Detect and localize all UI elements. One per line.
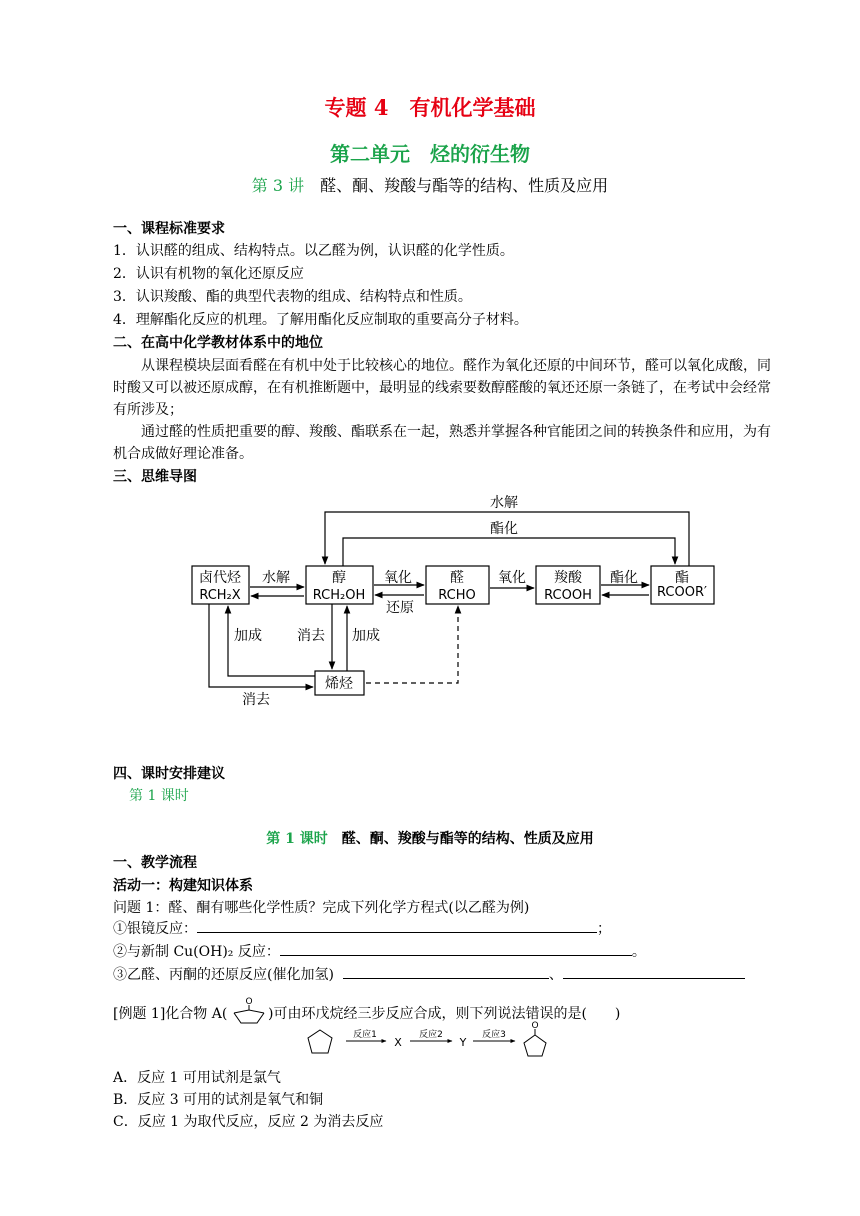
- label-elimination-1: 消去: [297, 628, 325, 644]
- example-1-prefix: [例题 1]化合物 A(: [113, 1006, 228, 1022]
- oxygen-label-inline: O: [245, 997, 253, 1007]
- section-3-title: 三、思维导图: [113, 469, 197, 485]
- section-1-title: 一、课程标准要求: [113, 221, 225, 237]
- reaction-3-sep: 、: [548, 967, 563, 983]
- intermediate-x: X: [394, 1036, 402, 1049]
- reaction-3-blank-2[interactable]: [563, 964, 745, 979]
- position-paragraph-2: 通过醛的性质把重要的醇、羧酸、酯联系在一起，熟悉并掌握各种官能团之间的转换条件和应用，为有机合成做好理论准备。: [113, 424, 771, 462]
- question-1: 问题 1：醛、酮有哪些化学性质？完成下列化学方程式(以乙醛为例): [113, 900, 530, 916]
- label-oxidation-2: 氧化: [498, 570, 526, 586]
- step2-label: 反应2: [419, 1030, 443, 1040]
- alkene-name: 烯烃: [325, 676, 353, 692]
- label-top-hydrolysis: 水解: [490, 495, 518, 511]
- label-elimination-2: 消去: [242, 692, 270, 708]
- option-c: C．反应 1 为取代反应，反应 2 为消去反应: [113, 1114, 384, 1130]
- activity-title: 活动一：构建知识体系: [113, 878, 253, 894]
- reaction-2-blank[interactable]: [280, 941, 632, 956]
- reaction-1-label: ①银镜反应：: [113, 921, 197, 937]
- cyclopentanone-structure-inline: [229, 996, 269, 1026]
- haloalkane-formula: RCH₂X: [199, 588, 241, 603]
- reaction-3-label: ③乙醛、丙酮的还原反应(催化加氢): [113, 967, 334, 983]
- example-1-question: )可由环戊烷经三步反应合成，则下列说法错误的是( ): [268, 1006, 621, 1022]
- intermediate-y: Y: [459, 1036, 467, 1049]
- aldehyde-alkene-dashed-link: [366, 606, 458, 683]
- cyclopentane-ring: [308, 1030, 332, 1053]
- reaction-1: [113, 918, 611, 940]
- teaching-flow-title: 一、教学流程: [113, 855, 197, 871]
- label-addition-1: 加成: [234, 628, 262, 644]
- acid-formula: RCOOH: [544, 588, 592, 603]
- ester-name: 酯: [675, 570, 689, 586]
- reaction-2: [113, 941, 646, 963]
- label-top-esterify: 酯化: [490, 521, 518, 537]
- section-4-title: 四、课时安排建议: [113, 766, 225, 782]
- lesson-period: 第 1 课时: [266, 831, 328, 847]
- topic-title: 专题 4 有机化学基础: [324, 95, 536, 120]
- label-addition-2: 加成: [352, 628, 380, 644]
- haloalkane-name: 卤代烃: [199, 570, 241, 586]
- label-esterify: 酯化: [610, 570, 638, 586]
- ester-formula: RCOOR′: [657, 585, 707, 600]
- standard-item-4: 4．理解酯化反应的机理。了解用酯化反应制取的重要高分子材料。: [113, 312, 528, 328]
- reaction-3-blank-1[interactable]: [343, 964, 549, 979]
- aldehyde-formula: RCHO: [438, 588, 476, 603]
- step3-label: 反应3: [482, 1030, 506, 1040]
- reaction-1-end: ；: [597, 921, 611, 937]
- option-a: A．反应 1 可用试剂是氯气: [113, 1070, 281, 1086]
- lecture-name: 醛、酮、羧酸与酯等的结构、性质及应用: [320, 176, 609, 195]
- reaction-scheme: [300, 1018, 560, 1064]
- step1-label: 反应1: [353, 1030, 377, 1040]
- top-esterify-arrow: [343, 538, 675, 566]
- section-2-title: 二、在高中化学教材体系中的地位: [113, 335, 323, 351]
- alcohol-formula: RCH₂OH: [312, 588, 366, 603]
- reaction-1-blank[interactable]: [197, 918, 597, 933]
- unit-title: 第二单元 烃的衍生物: [330, 142, 530, 166]
- cyclopentanone-ring: [524, 1035, 546, 1056]
- lesson-heading: [0, 828, 860, 850]
- position-paragraph-1: 从课程模块层面看醛在有机中处于比较核心的地位。醛作为氧化还原的中间环节，醛可以氧化成酸，同时酸又可以被还原成醇，在有机推断题中，最明显的线索要数醇醛酸的氧还还原一条链了，在考试中会经常有所涉及；: [113, 358, 771, 418]
- standard-item-2: 2．认识有机物的氧化还原反应: [113, 266, 304, 282]
- aldehyde-name: 醛: [450, 570, 464, 586]
- reaction-3: [113, 964, 745, 986]
- acid-name: 羧酸: [554, 570, 582, 586]
- reaction-2-label: ②与新制 Cu(OH)₂ 反应：: [113, 944, 280, 960]
- halo-elimination-arrow: [209, 604, 313, 687]
- period-suggestion: 第 1 课时: [129, 788, 189, 804]
- oxygen-label-product: O: [531, 1021, 539, 1031]
- standard-item-3: 3．认识羧酸、酯的典型代表物的组成、结构特点和性质。: [113, 289, 472, 305]
- label-hydrolysis: 水解: [262, 570, 290, 586]
- lesson-title: 醛、酮、羧酸与酯等的结构、性质及应用: [341, 831, 594, 847]
- option-b: B．反应 3 可用的试剂是氧气和铜: [113, 1092, 324, 1108]
- standard-item-1: 1．认识醛的组成、结构特点。以乙醛为例，认识醛的化学性质。: [113, 243, 514, 259]
- label-reduction: 还原: [386, 600, 414, 616]
- alcohol-name: 醇: [332, 570, 346, 586]
- label-oxidation-1: 氧化: [384, 570, 412, 586]
- reaction-2-end: 。: [631, 944, 646, 960]
- lecture-number: 第 3 讲: [251, 176, 305, 195]
